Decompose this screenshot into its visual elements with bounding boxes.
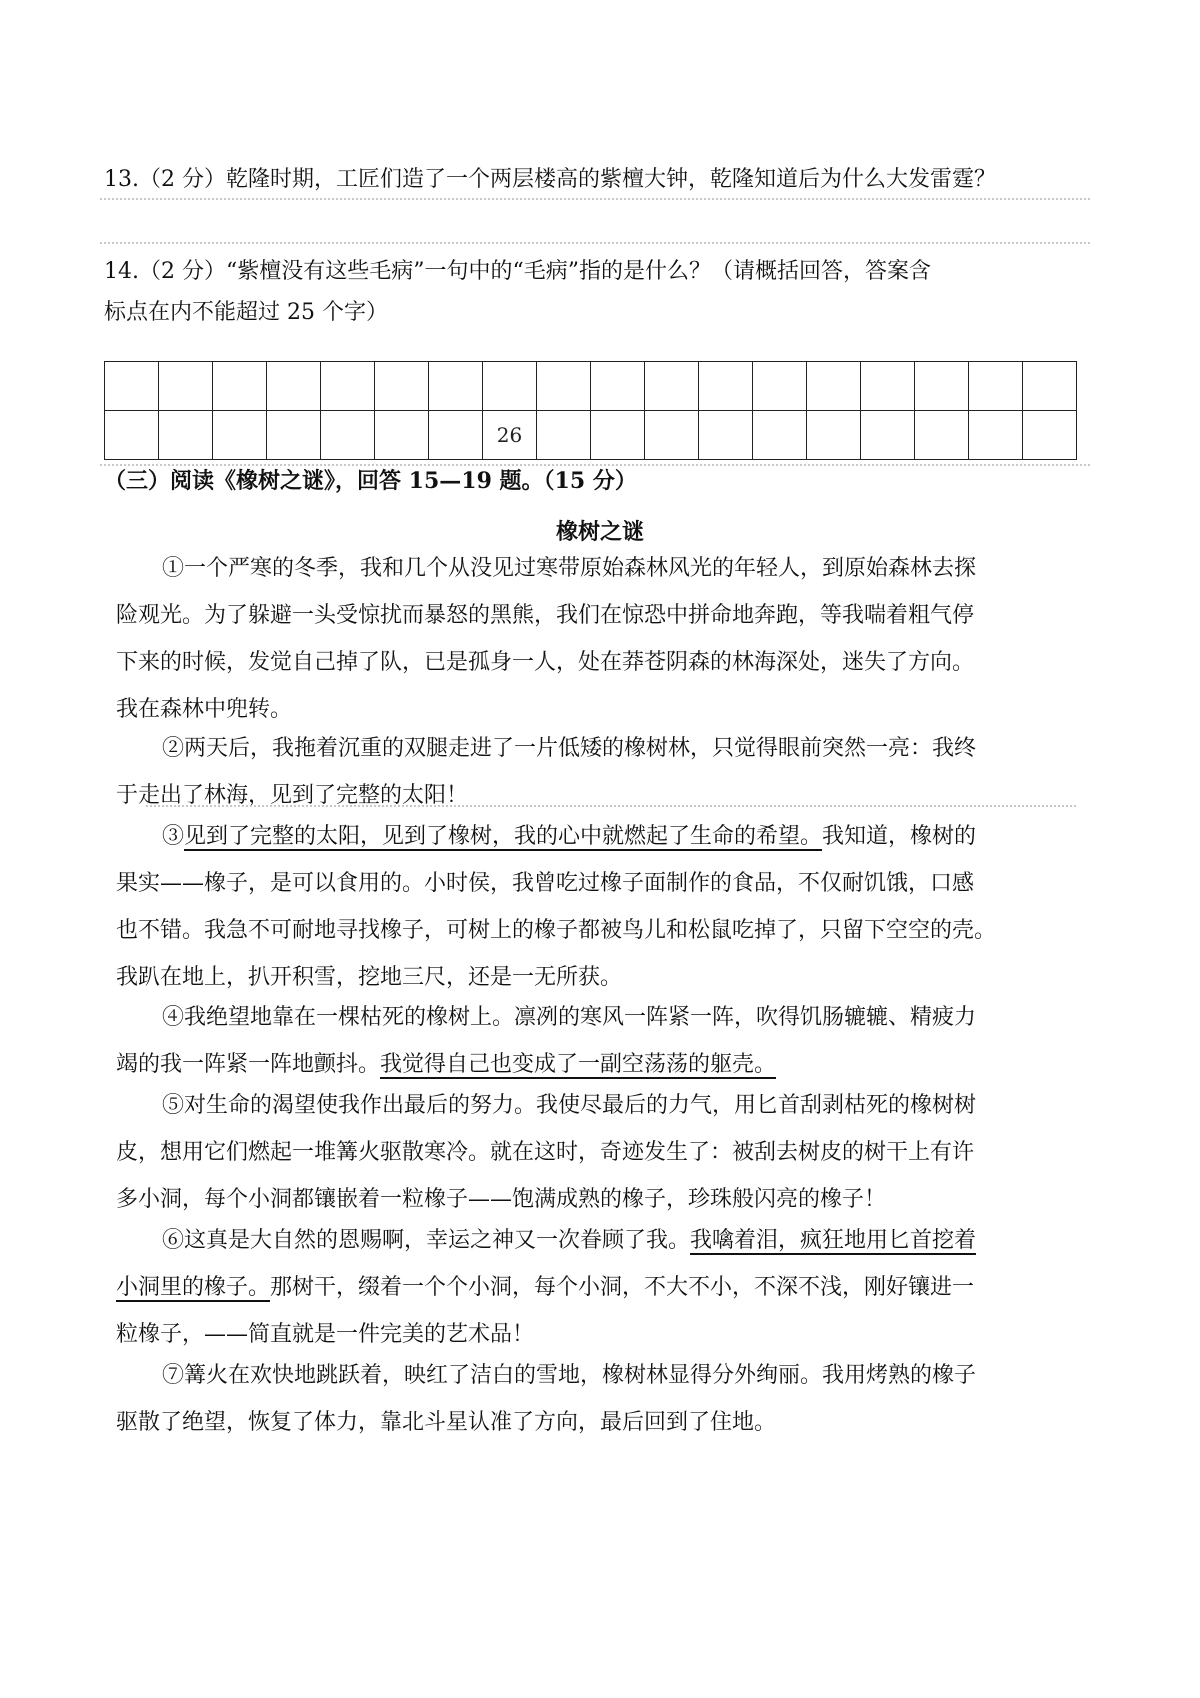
grid-cell[interactable] xyxy=(591,411,645,460)
grid-cell[interactable] xyxy=(753,362,807,411)
grid-cell[interactable] xyxy=(321,411,375,460)
grid-cell[interactable] xyxy=(213,362,267,411)
paragraph-7 xyxy=(116,1352,1086,1446)
text-line: 皮，想用它们燃起一堆篝火驱散寒冷。就在这时，奇迹发生了：被刮去树皮的树干上有许 xyxy=(116,1140,975,1165)
text-span: 竭的我一阵紧一阵地颤抖。 xyxy=(116,1052,381,1077)
underlined-sentence: 我觉得自己也变成了一副空荡荡的躯壳。 xyxy=(380,1052,777,1077)
text-line: ⑤对生命的渴望使我作出最后的努力。我使尽最后的力气，用匕首刮剥枯死的橡树树 xyxy=(162,1093,977,1118)
paragraph-1 xyxy=(116,545,1086,733)
question-14-line-2: 标点在内不能超过 25 个字） xyxy=(104,300,388,325)
grid-cell[interactable] xyxy=(159,411,213,460)
grid-cell[interactable] xyxy=(537,411,591,460)
text-line: ②两天后，我拖着沉重的双腿走进了一片低矮的橡树林，只觉得眼前突然一亮：我终 xyxy=(162,736,977,761)
text-span: 那树干，缀着一个个小洞，每个小洞，不大不小，不深不浅，刚好镶进一 xyxy=(270,1275,975,1300)
grid-cell[interactable] xyxy=(807,362,861,411)
paragraph-3 xyxy=(116,813,1086,1001)
grid-cell[interactable] xyxy=(375,411,429,460)
text-line: ①一个严寒的冬季，我和几个从没见过寒带原始森林风光的年轻人，到原始森林去探 xyxy=(162,556,977,581)
paragraph-number: ③ xyxy=(162,824,185,849)
text-line xyxy=(116,1217,1086,1264)
text-span: 我知道，橡树的 xyxy=(822,824,977,849)
text-line: 粒橡子，——简直就是一件完美的艺术品！ xyxy=(116,1322,535,1347)
grid-cell[interactable] xyxy=(483,362,537,411)
grid-cell[interactable] xyxy=(861,411,915,460)
grid-cell[interactable] xyxy=(537,362,591,411)
grid-cell[interactable] xyxy=(753,411,807,460)
underlined-sentence: 我噙着泪，疯狂地用匕首挖着 xyxy=(690,1228,977,1253)
answer-line xyxy=(100,242,1090,244)
text-line: 于走出了林海，见到了完整的太阳！ xyxy=(116,783,469,808)
underlined-sentence: 小洞里的橡子。 xyxy=(116,1275,271,1300)
grid-cell[interactable] xyxy=(645,411,699,460)
grid-row xyxy=(105,362,1077,411)
dotted-rule xyxy=(146,805,1076,807)
grid-cell[interactable] xyxy=(969,362,1023,411)
grid-cell-marker[interactable]: 26 xyxy=(483,411,537,460)
paragraph-4 xyxy=(116,994,1086,1088)
underlined-sentence: 见到了完整的太阳，见到了橡树，我的心中就燃起了生命的希望。 xyxy=(184,824,823,849)
grid-cell[interactable] xyxy=(699,411,753,460)
answer-grid xyxy=(104,361,1077,460)
text-span: ⑥这真是大自然的恩赐啊，幸运之神又一次眷顾了我。 xyxy=(162,1228,691,1253)
grid-cell[interactable] xyxy=(321,362,375,411)
article-title: 橡树之谜 xyxy=(555,519,644,545)
paragraph-5 xyxy=(116,1082,1086,1223)
grid-cell[interactable] xyxy=(267,362,321,411)
grid-cell[interactable] xyxy=(213,411,267,460)
text-line: 险观光。为了躲避一头受惊扰而暴怒的黑熊，我们在惊恐中拼命地奔跑，等我喘着粗气停 xyxy=(116,603,975,628)
grid-cell[interactable] xyxy=(159,362,213,411)
grid-cell[interactable] xyxy=(429,362,483,411)
grid-cell[interactable] xyxy=(645,362,699,411)
text-line: 我趴在地上，扒开积雪，挖地三尺，还是一无所获。 xyxy=(116,965,623,990)
answer-line xyxy=(100,198,1090,200)
question-14-line-1: 14.（2 分）“紫檀没有这些毛病”一句中的“毛病”指的是什么？（请概括回答，答案含 xyxy=(104,259,931,284)
text-line xyxy=(116,1264,1086,1311)
grid-cell[interactable] xyxy=(105,411,159,460)
grid-cell[interactable] xyxy=(591,362,645,411)
grid-row xyxy=(105,411,1077,460)
grid-cell[interactable] xyxy=(861,362,915,411)
grid-cell[interactable] xyxy=(915,362,969,411)
grid-cell[interactable] xyxy=(807,411,861,460)
text-line xyxy=(116,813,1086,860)
grid-cell[interactable] xyxy=(1023,362,1077,411)
question-13: 13.（2 分）乾隆时期，工匠们造了一个两层楼高的紫檀大钟，乾隆知道后为什么大发雷霆？ xyxy=(104,167,996,192)
grid-cell[interactable] xyxy=(1023,411,1077,460)
grid-cell[interactable] xyxy=(429,411,483,460)
paragraph-6 xyxy=(116,1217,1086,1358)
grid-cell[interactable] xyxy=(699,362,753,411)
text-line: 果实——橡子，是可以食用的。小时侯，我曾吃过橡子面制作的食品，不仅耐饥饿，口感 xyxy=(116,871,975,896)
text-line: 也不错。我急不可耐地寻找橡子，可树上的橡子都被鸟儿和松鼠吃掉了，只留下空空的壳。 xyxy=(116,918,997,943)
grid-cell[interactable] xyxy=(915,411,969,460)
text-line: 我在森林中兜转。 xyxy=(116,697,293,722)
grid-cell[interactable] xyxy=(375,362,429,411)
section-divider xyxy=(100,464,1090,466)
text-line: ④我绝望地靠在一棵枯死的橡树上。凛冽的寒风一阵紧一阵，吹得饥肠辘辘、精疲力 xyxy=(162,1005,977,1030)
grid-cell[interactable] xyxy=(267,411,321,460)
grid-cell[interactable] xyxy=(105,362,159,411)
text-line: ⑦篝火在欢快地跳跃着，映红了洁白的雪地，橡树林显得分外绚丽。我用烤熟的橡子 xyxy=(162,1363,977,1388)
section-heading: （三）阅读《橡树之谜》，回答 15—19 题。（15 分） xyxy=(104,468,637,494)
text-line: 下来的时候，发觉自己掉了队，已是孤身一人，处在莽苍阴森的林海深处，迷失了方向。 xyxy=(116,650,975,675)
text-line xyxy=(116,1041,1086,1088)
text-line: 驱散了绝望，恢复了体力，靠北斗星认准了方向，最后回到了住地。 xyxy=(116,1410,777,1435)
text-line: 多小洞，每个小洞都镶嵌着一粒橡子——饱满成熟的橡子，珍珠般闪亮的橡子！ xyxy=(116,1187,887,1212)
grid-cell[interactable] xyxy=(969,411,1023,460)
